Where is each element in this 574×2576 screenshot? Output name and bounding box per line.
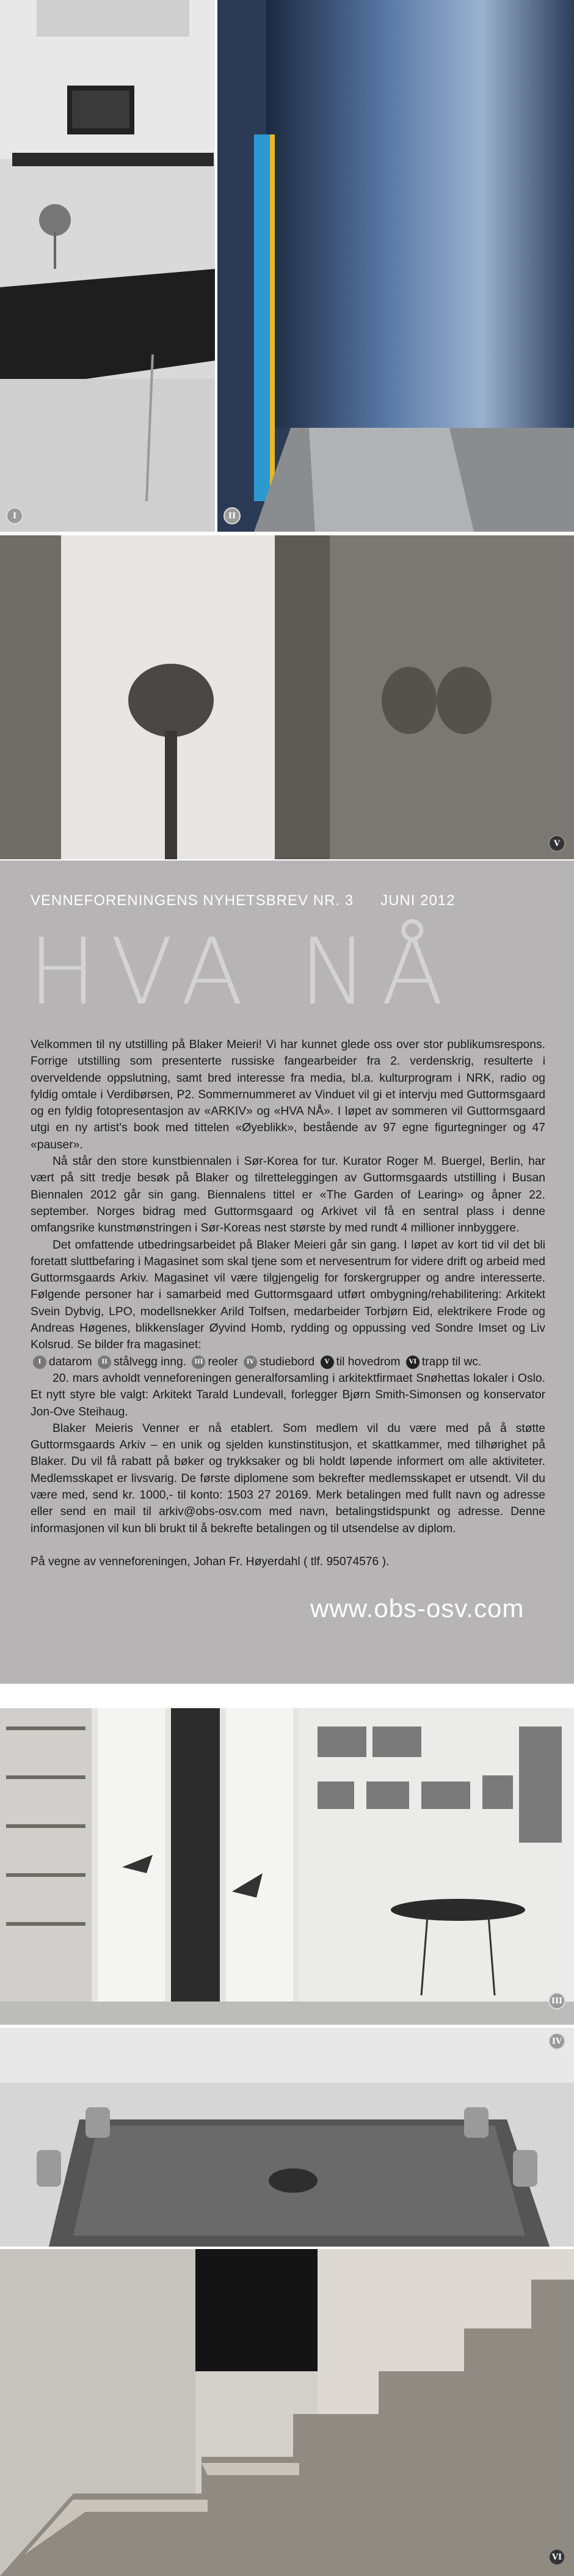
legend-badge: III xyxy=(192,1356,205,1369)
website-link[interactable]: www.obs-osv.com xyxy=(310,1594,525,1623)
masthead-title: HVA NÅ xyxy=(28,919,457,1026)
photo-stalvegg xyxy=(217,0,574,532)
newsletter-header xyxy=(31,892,482,909)
legend-label: trapp til wc. xyxy=(421,1355,482,1368)
legend-label: datarom xyxy=(49,1355,92,1368)
photo-studiebord xyxy=(0,2028,574,2247)
photo-badge: II xyxy=(223,507,241,524)
paragraph-welcome: Velkommen til ny utstilling på Blaker Meieri! Vi har kunnet glede oss over stor publikumsrespons. Forrige utstilling som presenterte russiske fangearbeider fra 2. verdenskrig, resulterte i overveldende oppslutning, samt bred interesse fra media, bl.a. kulturprogram i NRK, radio og fyldig omtale i Verdibørsen, P2. Sommernummeret av Vinduet vil gi et intervju med Guttormsgaard og en fyldig fotopresentasjon av «ARKIV» og «HVA NÅ». I løpet av sommeren vil Guttormsgaard utgi en ny artist’s book med tittelen «Øyeblikk», bestående av 97 egne figurtegninger og 47 «pauser». xyxy=(31,1038,545,1151)
legend-label: reoler xyxy=(208,1355,238,1368)
legend-badge: V xyxy=(321,1356,334,1369)
newsletter-date: JUNI 2012 xyxy=(380,892,456,909)
paragraph-general-meeting: 20. mars avholdt venneforeningen generalforsamling i arkitektfirmaet Snøhettas lokaler i Oslo. Et nytt styre ble valgt: Arkitekt Tarald Lundevall, forlegger Bjørn Smith-Simonsen og konservator Jon-Ove Steihaug. xyxy=(31,1371,545,1418)
photo-reoler xyxy=(0,1708,574,2025)
photo-trapp xyxy=(0,2249,574,2576)
photo-badge: I xyxy=(6,507,23,524)
legend-badge: IV xyxy=(244,1356,257,1369)
photo-hovedrom xyxy=(0,535,574,859)
newsletter-panel xyxy=(0,861,574,1684)
paragraph-signature: På vegne av venneforeningen, Johan Fr. Høyerdahl ( tlf. 95074576 ). xyxy=(31,1555,390,1568)
legend-label: stålvegg inng. xyxy=(114,1355,187,1368)
photo-badge: V xyxy=(548,835,565,852)
newsletter-issue: VENNEFORENINGENS NYHETSBREV NR. 3 xyxy=(31,892,354,909)
photo-badge: VI xyxy=(548,2548,565,2566)
paragraph-renovation: Det omfattende utbedringsarbeidet på Blaker Meieri går sin gang. I løpet av kort tid vil det bli foretatt sluttbefaring i Magasinet som skal tjene som et nervesentrum for videre drift og arbeid med Guttormsgaards Arkiv. Magasinet vil være tilgjengelig for forskergrupper og andre interesserte. Følgende personer har i samarbeid med Guttormsgaard utført ombygning/rehabilitering: Arkitekt Svein Dybvig, LPO, modellsnekker Arild Tolfsen, medarbeider Torbjørn Eid, elektrikere Frode og Andreas Høgenes, blikkenslager Øyvind Homb, rydding og oppussing ved Sondre Imset og Liv Kolsrud. Se bilder fra magasinet: xyxy=(31,1238,545,1352)
photo-legend xyxy=(31,1354,545,1370)
paragraph-biennale: Nå står den store kunstbiennalen i Sør-Korea for tur. Kurator Roger M. Buergel, Berlin, har vært på sitt tredje besøk på Blaker og tilretteleggingen av Guttormsgaards utstilling i Busan Biennalen 2012 går sin gang. Biennalens tittel er «The Garden of Learing» og åpner 22. september. Norges bidrag med Guttormsgaard og Arkivet vil få en sentral plass i denne omfangsrike kunstmønstringen i Sør-Koreas nest største by med rundt 4 millioner innbyggere. xyxy=(31,1155,545,1235)
photo-badge: IV xyxy=(548,2033,565,2050)
newsletter-body xyxy=(31,1037,545,1570)
photo-badge: III xyxy=(548,1992,565,2009)
legend-label: studiebord xyxy=(260,1355,315,1368)
photo-datarom xyxy=(0,0,215,532)
legend-badge: II xyxy=(98,1356,111,1369)
legend-label: til hovedrom xyxy=(336,1355,401,1368)
paragraph-membership: Blaker Meieris Venner er nå etablert. Som medlem vil du være med på å støtte Guttormsgaards Arkiv – en unik og sjelden kunstinstitusjon, et skattkammer, med tilhørighet på Blaker. Du vil få rabatt på bøker og trykksaker og bli holdt løpende informert om alle aktiviteter. Medlemsskapet er livsvarig. De første diplomene som bekrefter medlemsskapet er utsendt. Vil du være med, send kr. 1000,- til konto: 1503 27 20169. Merk betalingen med fullt navn og adresse eller send en mail til arkiv@obs-osv.com med navn, betalingstidspunkt og adresse. Denne informasjonen vil kun bli brukt til å bekrefte betalingen og til utsendelse av diplom. xyxy=(31,1422,545,1535)
legend-badge: VI xyxy=(406,1356,420,1369)
legend-badge: I xyxy=(33,1356,46,1369)
